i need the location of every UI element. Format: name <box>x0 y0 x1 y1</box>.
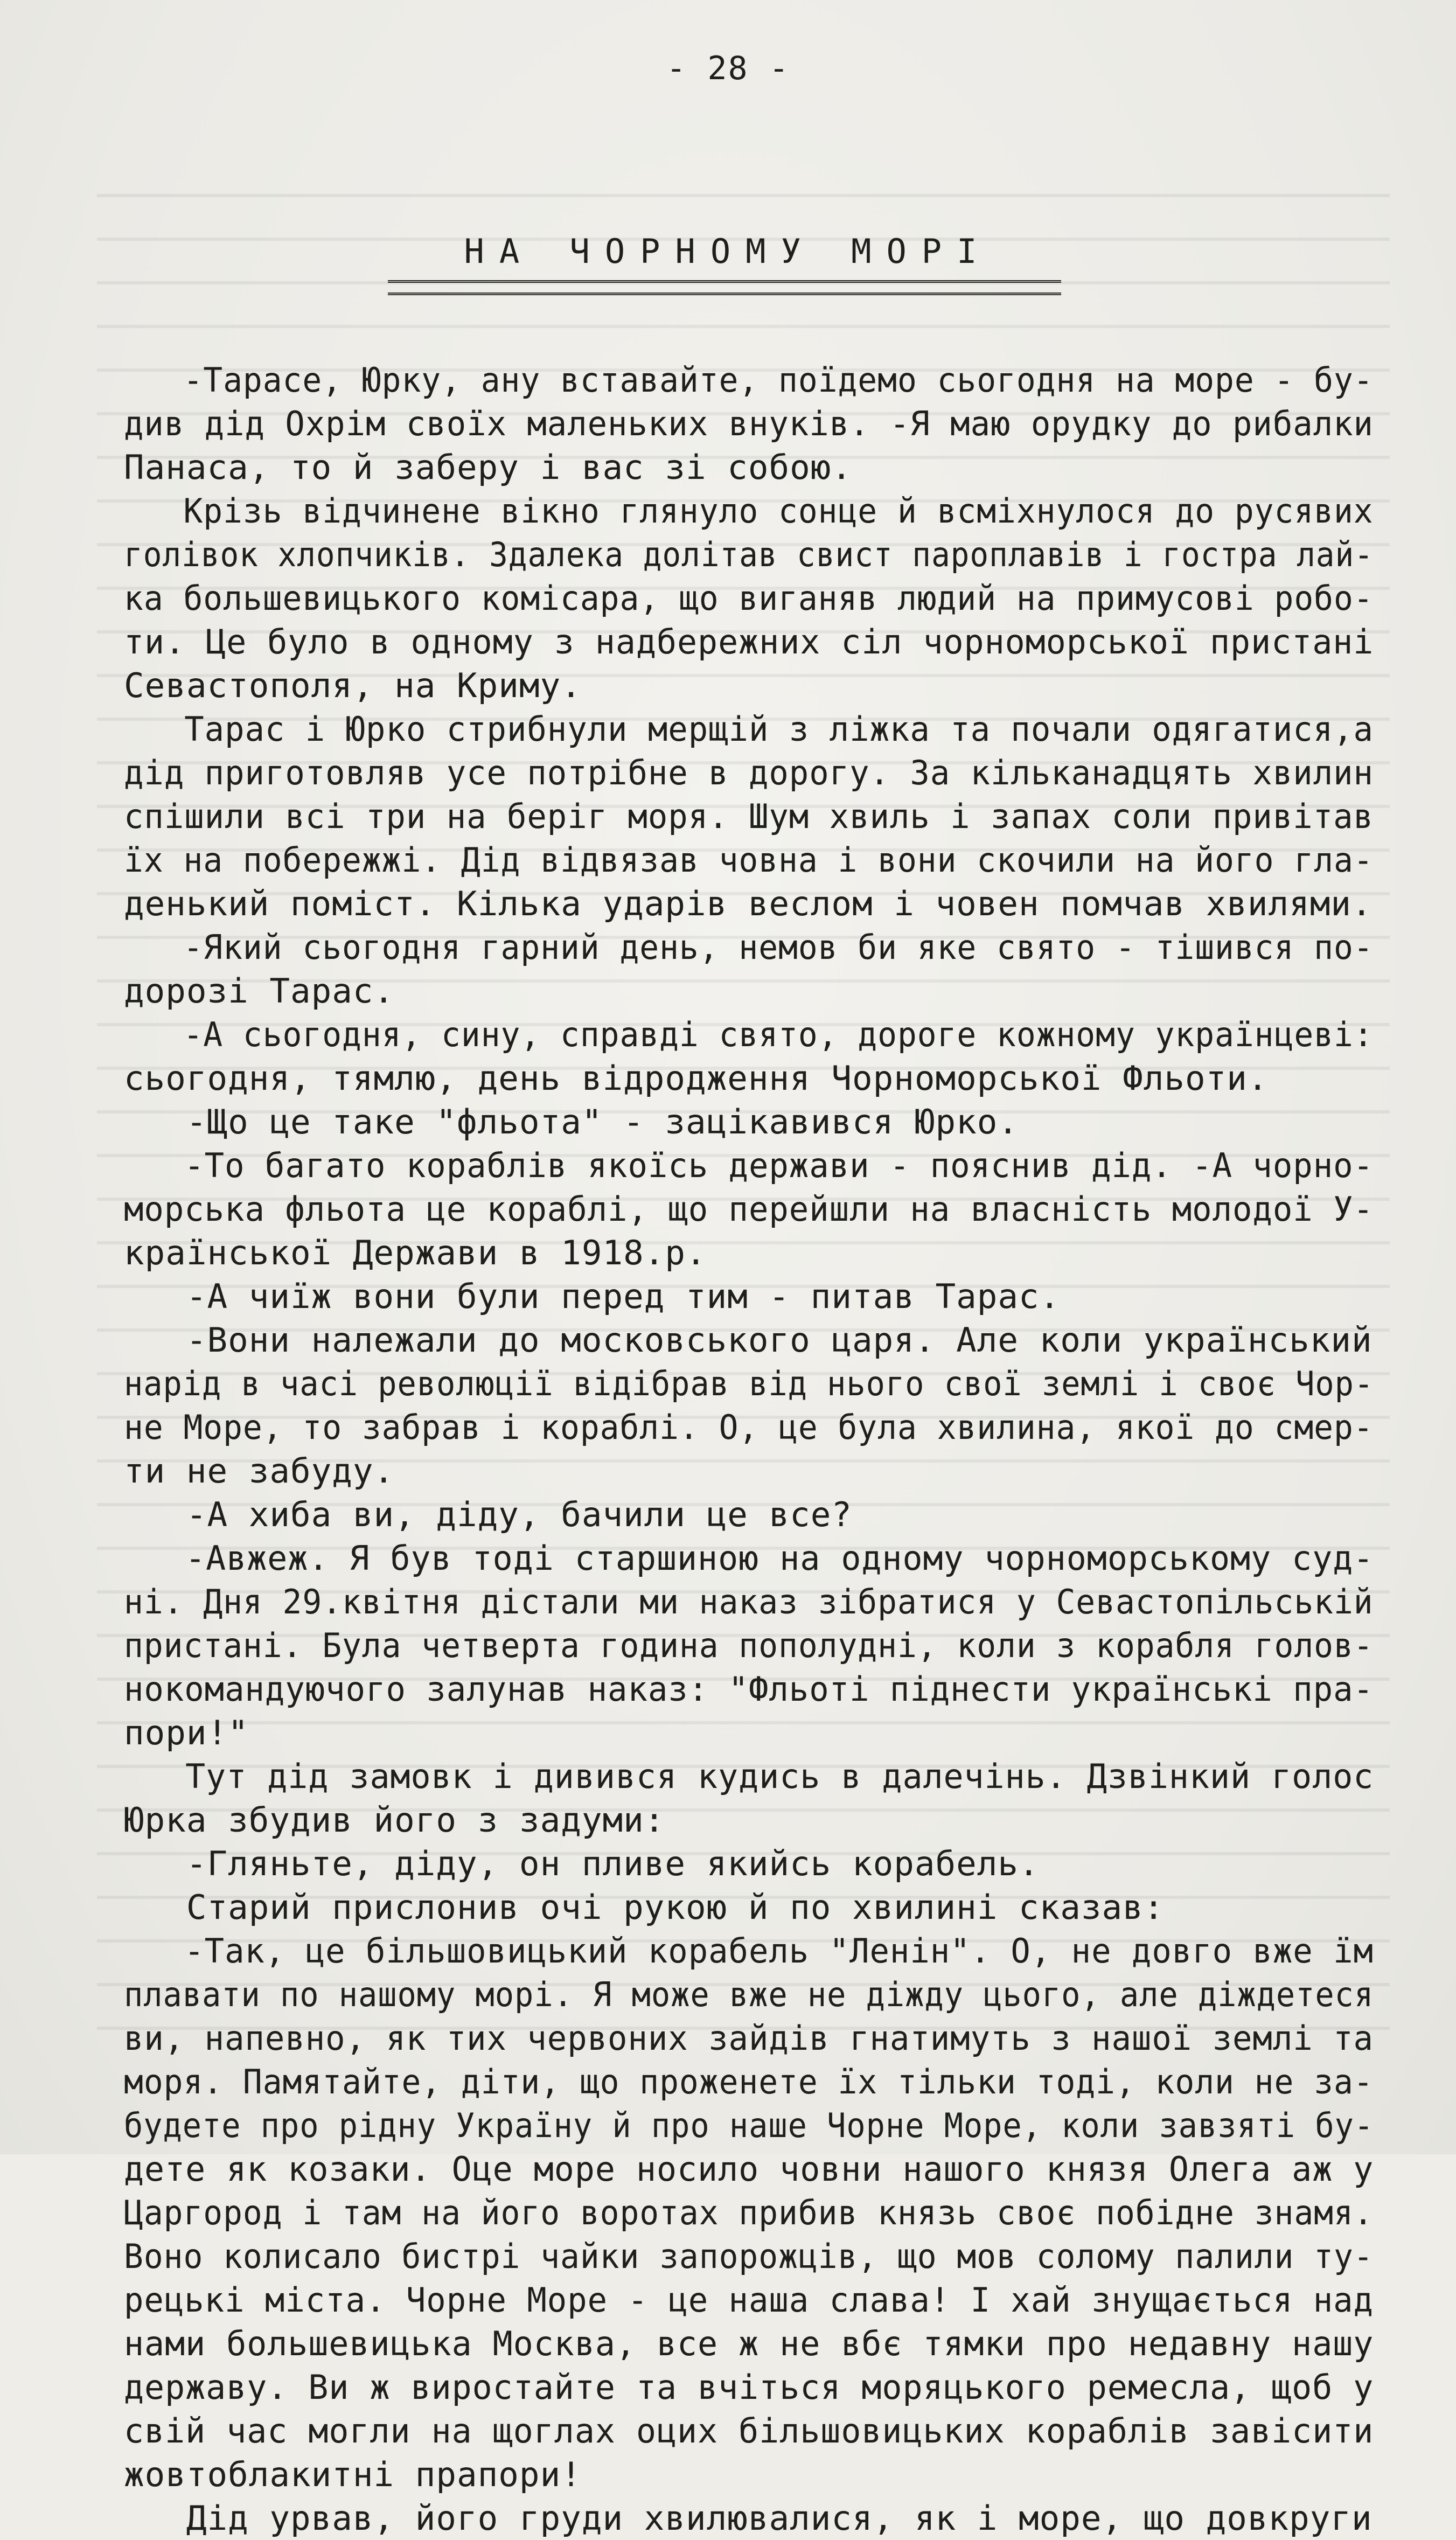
text-line: Дід урвав, його груди хвилювалися, як і море, що довкруги <box>124 2499 1373 2538</box>
text-line: державу. Ви ж виростайте та вчіться моряцького ремесла, щоб у <box>124 2368 1374 2407</box>
text-line: ви, напевно, як тих червоних зайдів гнатимуть з нашої землі та <box>124 2019 1374 2058</box>
text-line: будете про рідну Україну й про наше Чорне Море, коли завзяті бу- <box>124 2106 1374 2145</box>
text-line: Царгород і там на його воротах прибив князь своє побідне знамя. <box>124 2193 1374 2232</box>
text-line: -А чиїж вони були перед тим - питав Тарас. <box>124 1277 1061 1316</box>
text-line: -Що це таке "фльота" - зацікавився Юрко. <box>124 1102 1019 1142</box>
text-line: Панаса, то й заберу і вас зі собою. <box>124 448 852 487</box>
text-line: країнської Держави в 1918.р. <box>124 1233 707 1272</box>
text-line: денький поміст. Кілька ударів веслом і човен помчав хвилями. <box>124 884 1373 923</box>
text-line: свій час могли на щоглах оцих більшовицьких кораблів завісити <box>124 2411 1374 2451</box>
text-line: Старий прислонив очі рукою й по хвилині сказав: <box>124 1888 1165 1927</box>
text-line: спішили всі три на беріг моря. Шум хвиль і запах соли привітав <box>124 797 1374 836</box>
text-line: дід приготовляв усе потрібне в дорогу. За кільканадцять хвилин <box>124 753 1374 792</box>
text-line: Тарас і Юрко стрибнули мерщій з ліжка та почали одягатися,а <box>124 709 1374 749</box>
text-line: -Вони належали до московського царя. Але коли український <box>124 1320 1373 1360</box>
text-line: жовтоблакитні прапори! <box>124 2455 582 2494</box>
title-underline <box>388 280 1061 295</box>
text-line: дете як козаки. Оце море носило човни нашого князя Олега аж у <box>124 2149 1374 2189</box>
text-line: Воно колисало бистрі чайки запорожців, що мов солому палили ту- <box>124 2237 1374 2276</box>
text-line: -Так, це більшовицький корабель "Ленін". О, не довго вже їм <box>124 1931 1374 1971</box>
text-line: Севастополя, на Криму. <box>124 666 582 705</box>
text-line: рецькі міста. Чорне Море - це наша слава! І хай знущається над <box>124 2280 1374 2320</box>
text-line: Тут дід замовк і дивився кудись в далечінь. Дзвінкий голос <box>124 1757 1374 1796</box>
text-line: -Тарасе, Юрку, ану вставайте, поїдемо сьогодня на море - бу- <box>124 360 1374 400</box>
text-line: плавати по нашому морі. Я може вже не діжду цього, але діждетеся <box>124 1975 1374 2014</box>
text-line: Юрка збудив його з задуми: <box>124 1800 665 1840</box>
text-line: ні. Дня 29.квітня дістали ми наказ зібратися у Севастопільській <box>124 1582 1374 1622</box>
text-line: -То багато кораблів якоїсь держави - пояснив дід. -А чорно- <box>124 1146 1374 1185</box>
text-line: нокомандуючого залунав наказ: "Фльоті піднести українські пра- <box>124 1669 1374 1709</box>
page-number: - 28 - <box>666 50 790 87</box>
text-line: -А хиба ви, діду, бачили це все? <box>124 1495 852 1534</box>
text-line: ти. Це було в одному з надбережних сіл чорноморської пристані <box>124 622 1374 662</box>
text-line: -Гляньте, діду, он пливе якийсь корабель. <box>124 1844 1040 1883</box>
text-line: пристані. Була четверта година пополудні, коли з корабля голов- <box>124 1626 1374 1665</box>
text-line: Крізь відчинене вікно глянуло сонце й всміхнулося до русявих <box>124 491 1374 531</box>
text-line: пори!" <box>124 1713 249 1752</box>
text-line: моря. Памятайте, діти, що проженете їх тільки тоді, коли не за- <box>124 2062 1374 2101</box>
text-line: ка большевицького комісара, що виганяв людий на примусові робо- <box>124 579 1374 618</box>
text-line: нами большевицька Москва, все ж не вбє тямки про недавну нашу <box>124 2324 1374 2363</box>
text-line: сьогодня, тямлю, день відродження Чорноморської Фльоти. <box>124 1059 1269 1098</box>
text-line: морська фльота це кораблі, що перейшли на власність молодої У- <box>124 1189 1374 1229</box>
text-line: нарід в часі революції відібрав від нього свої землі і своє Чор- <box>124 1364 1374 1403</box>
text-line: -А сьогодня, сину, справді свято, дороге кожному українцеві: <box>124 1015 1374 1054</box>
text-line: їх на побережжі. Дід відвязав човна і вони скочили на його гла- <box>124 840 1374 880</box>
text-line: ти не забуду. <box>124 1451 395 1491</box>
text-line: див дід Охрім своїх маленьких внуків. -Я маю орудку до рибалки <box>124 404 1374 443</box>
story-body <box>124 358 1374 2540</box>
story-title: НА ЧОРНОМУ МОРІ <box>464 232 992 271</box>
text-line: -Авжеж. Я був тоді старшиною на одному чорноморському суд- <box>124 1539 1374 1578</box>
text-line: голівок хлопчиків. Здалека долітав свист пароплавів і гостра лай- <box>124 535 1374 574</box>
text-line: не Море, то забрав і кораблі. О, це була хвилина, якої до смер- <box>124 1408 1374 1447</box>
text-line: дорозі Тарас. <box>124 971 395 1011</box>
text-line: -Який сьогодня гарний день, немов би яке свято - тішився по- <box>124 928 1374 967</box>
